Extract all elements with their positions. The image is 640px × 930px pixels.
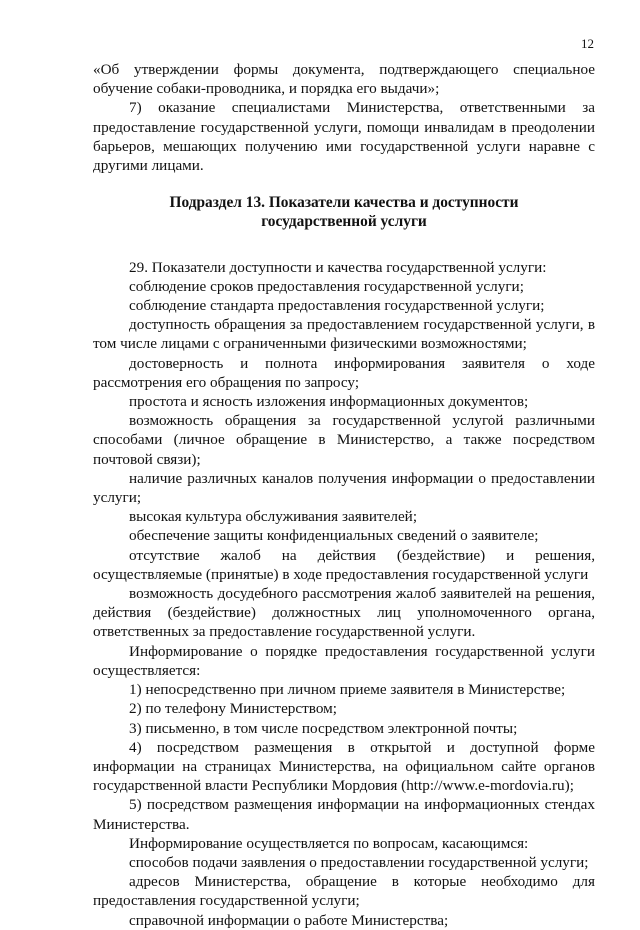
paragraph: возможность обращения за государственной услугой различными способами (личное обращение в Министерство, а также посредством почтовой связи); — [93, 412, 595, 468]
paragraph: наличие различных каналов получения информации о предоставлении услуги; — [93, 469, 595, 507]
paragraph-29-intro: 29. Показатели доступности и качества государственной услуги: — [129, 258, 547, 276]
paragraph: соблюдение стандарта предоставления государственной услуги; — [129, 297, 545, 315]
paragraph: Информирование о порядке предоставления государственной услуги осуществляется: — [93, 642, 595, 679]
paragraph: высокая культура обслуживания заявителей; — [129, 508, 418, 526]
paragraph: достоверность и полнота информирования заявителя о ходе рассмотрения его обращения по запросу; — [93, 354, 595, 391]
paragraph: отсутствие жалоб на действия (бездействие) и решения, осуществляемые (принятые) в ходе предоставления государственной услуги — [93, 546, 595, 583]
list-item-3: 3) письменно, в том числе посредством электронной почты; — [129, 719, 518, 737]
paragraph: соблюдение сроков предоставления государственной услуги; — [129, 277, 524, 295]
paragraph-continuation: «Об утверждении формы документа, подтверждающего специальное обучение собаки-проводника, и порядка его выдачи»; — [93, 61, 595, 98]
list-item-2: 2) по телефону Министерством; — [129, 700, 337, 718]
paragraph-item-7: 7) оказание специалистами Министерства, ответственными за предоставление государственной услуги, помощи инвалидам в преодолении барьеров, мешающих получению ими государственной услуги наравне с другими лицами. — [93, 99, 595, 175]
document-body — [93, 60, 595, 930]
paragraph: справочной информации о работе Министерства; — [129, 911, 449, 929]
list-item-1: 1) непосредственно при личном приеме заявителя в Министерстве; — [129, 681, 566, 699]
paragraph: доступность обращения за предоставлением государственной услуги, в том числе лицами с ограниченными физическими возможностями; — [93, 316, 595, 353]
section-heading: Подраздел 13. Показатели качества и доступности государственной услуги — [169, 194, 519, 231]
paragraph: Информирование осуществляется по вопросам, касающимся: — [129, 834, 529, 852]
list-item-4: 4) посредством размещения в открытой и доступной форме информации на страницах Министерства, на официальном сайте органов государственной власти Республики Мордовия (http://www.e-mordovia.ru); — [93, 738, 595, 795]
list-item-5: 5) посредством размещения информации на информационных стендах Министерства. — [93, 796, 595, 833]
page-number: 12 — [581, 36, 594, 51]
paragraph: способов подачи заявления о предоставлении государственной услуги; — [129, 853, 589, 871]
paragraph: обеспечение защиты конфиденциальных сведений о заявителе; — [129, 527, 539, 545]
paragraph: простота и ясность изложения информационных документов; — [129, 393, 529, 411]
paragraph: адресов Министерства, обращение в которые необходимо для предоставления государственной услуги; — [93, 873, 595, 910]
paragraph: возможность досудебного рассмотрения жалоб заявителей на решения, действия (бездействие) должностных лиц уполномоченного органа, ответственных за предоставление государственной услуги. — [93, 585, 595, 641]
